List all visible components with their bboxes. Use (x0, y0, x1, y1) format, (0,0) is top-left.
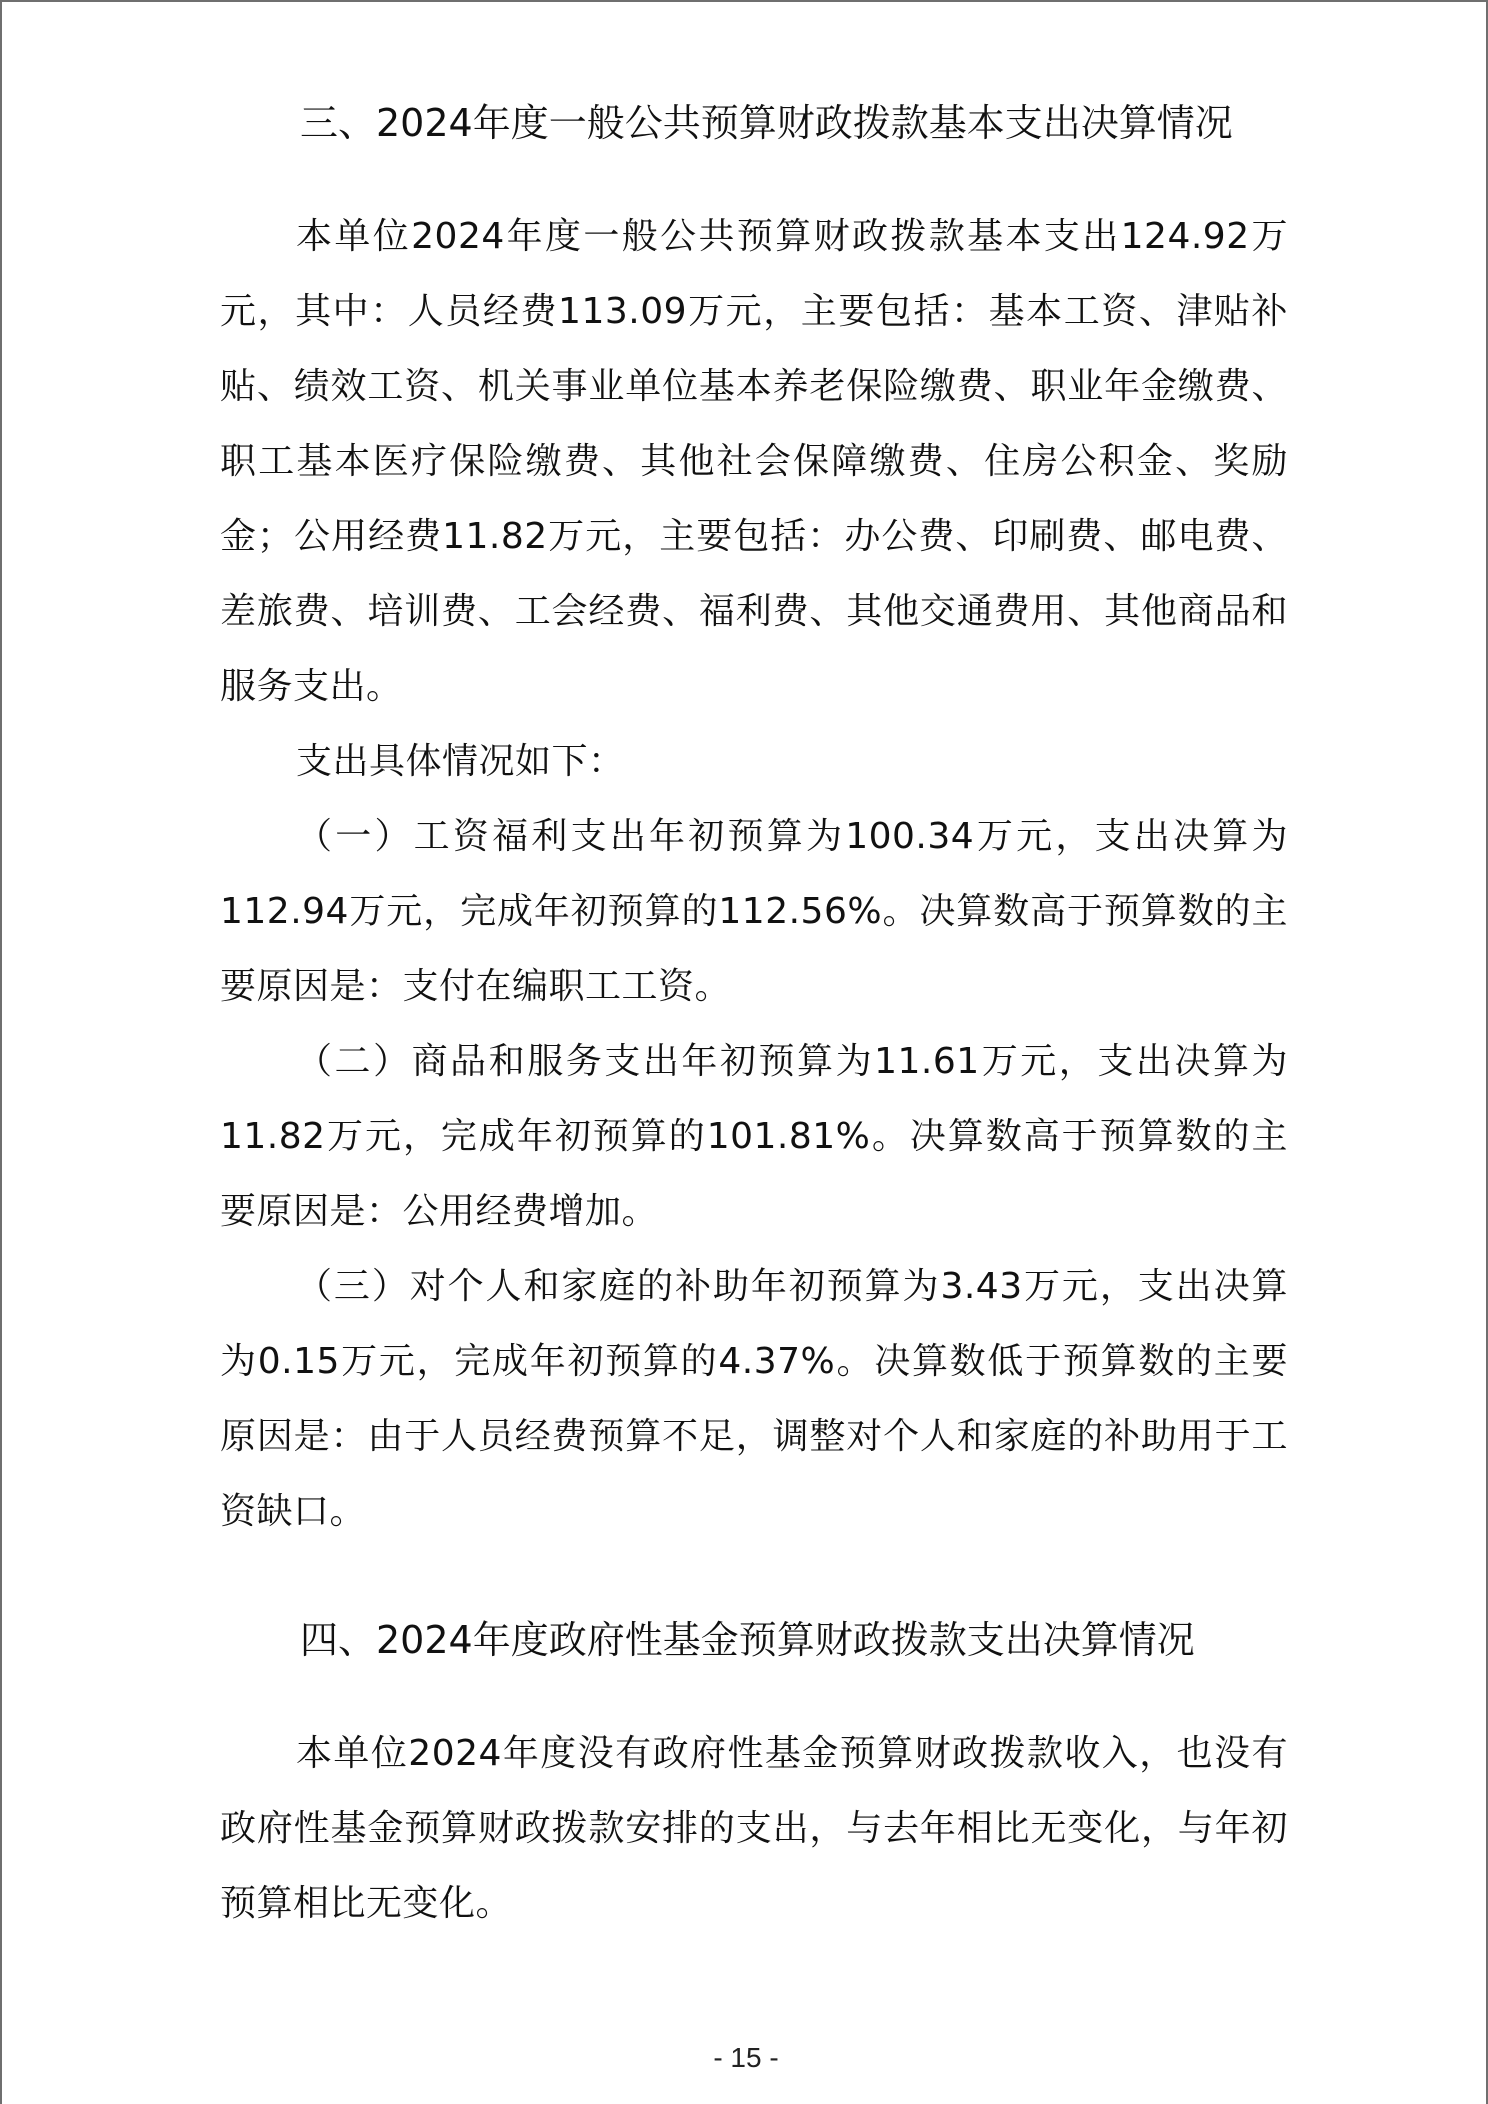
document-body (220, 86, 1288, 1941)
section-3-heading: 三、2024年度一般公共预算财政拨款基本支出决算情况 (300, 101, 1233, 145)
section-3-paragraph-summary: 本单位2024年度一般公共预算财政拨款基本支出124.92万元，其中：人员经费113.09万元，主要包括：基本工资、津贴补贴、绩效工资、机关事业单位基本养老保险缴费、职业年金缴费、职工基本医疗保险缴费、其他社会保障缴费、住房公积金、奖励金；公用经费11.82万元，主要包括：办公费、印刷费、邮电费、差旅费、培训费、工会经费、福利费、其他交通费用、其他商品和服务支出。 (220, 216, 1288, 707)
spacer (220, 161, 1288, 199)
spacer (220, 1549, 1288, 1603)
section-4-paragraph: 本单位2024年度没有政府性基金预算财政拨款收入，也没有政府性基金预算财政拨款安排的支出，与去年相比无变化，与年初预算相比无变化。 (220, 1733, 1288, 1924)
section-3-paragraph-wages: （一）工资福利支出年初预算为100.34万元，支出决算为112.94万元，完成年初预算的112.56%。决算数高于预算数的主要原因是：支付在编职工工资。 (220, 816, 1288, 1007)
spacer (220, 1678, 1288, 1716)
page-number: - 15 - (713, 2042, 779, 2073)
section-3-paragraph-subsidies: （三）对个人和家庭的补助年初预算为3.43万元，支出决算为0.15万元，完成年初预算的4.37%。决算数低于预算数的主要原因是：由于人员经费预算不足，调整对个人和家庭的补助用于工资缺口。 (220, 1266, 1288, 1532)
section-3-paragraph-intro: 支出具体情况如下： (296, 741, 625, 782)
section-3-paragraph-goods-services: （二）商品和服务支出年初预算为11.61万元，支出决算为11.82万元，完成年初预算的101.81%。决算数高于预算数的主要原因是：公用经费增加。 (220, 1041, 1288, 1232)
section-4-heading: 四、2024年度政府性基金预算财政拨款支出决算情况 (300, 1618, 1195, 1662)
